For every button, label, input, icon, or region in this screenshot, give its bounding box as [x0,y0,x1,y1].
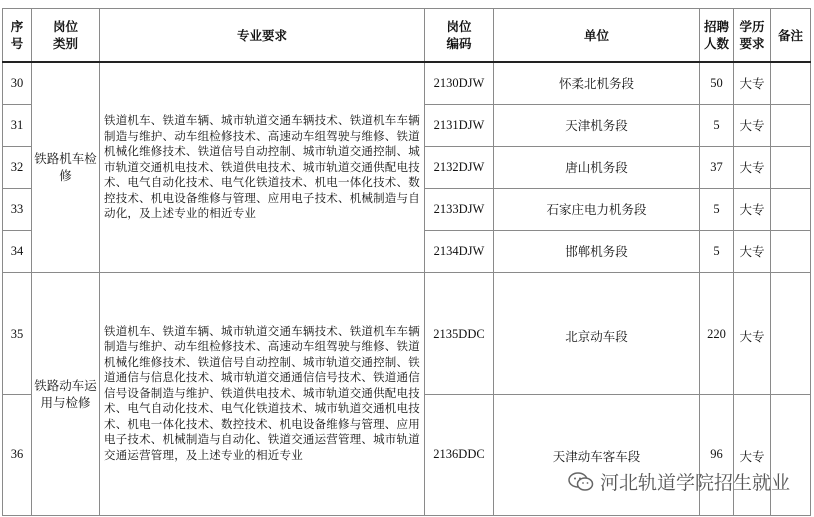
row-unit: 邯郸机务段 [494,230,700,272]
row-education: 大专 [734,230,771,272]
row-category: 铁路动车运用与检修 [32,272,100,515]
row-unit: 天津动车客车段 [494,394,700,515]
row-education: 大专 [734,272,771,394]
row-remark [771,394,811,515]
row-unit: 天津机务段 [494,104,700,146]
header-row [3,9,811,63]
header-category: 岗位 类别 [32,9,100,63]
header-count: 招聘 人数 [700,9,734,63]
header-seq: 序 号 [3,9,32,63]
table-row [3,272,811,394]
row-seq: 32 [3,146,32,188]
row-remark [771,104,811,146]
header-education: 学历 要求 [734,9,771,63]
table-row [3,62,811,104]
row-seq: 36 [3,394,32,515]
row-unit: 石家庄电力机务段 [494,188,700,230]
row-education: 大专 [734,188,771,230]
row-remark [771,62,811,104]
row-remark [771,230,811,272]
row-unit: 唐山机务段 [494,146,700,188]
row-category: 铁路机车检修 [32,62,100,272]
row-code: 2133DJW [425,188,494,230]
wechat-icon [568,472,594,492]
row-code: 2135DDC [425,272,494,394]
row-count: 220 [700,272,734,394]
row-remark [771,188,811,230]
row-education: 大专 [734,146,771,188]
header-code: 岗位 编码 [425,9,494,63]
row-code: 2130DJW [425,62,494,104]
row-count: 96 [700,394,734,515]
row-count: 5 [700,104,734,146]
row-requirements: 铁道机车、铁道车辆、城市轨道交通车辆技术、铁道机车车辆制造与维护、动车组检修技术、高速动车组驾驶与维修、铁道机械化维修技术、铁道信号自动控制、城市轨道交通控制、城市轨道交通机电技术、铁道供电技术、城市轨道交通供配电技术、电气自动化技术、电气化铁道技术、机电一体化技术、数控技术、机电设备维修与管理、应用电子技术、机械制造与自动化，及上述专业的相近专业 [100,62,425,272]
row-seq: 34 [3,230,32,272]
row-count: 5 [700,188,734,230]
row-education: 大专 [734,104,771,146]
row-education: 大专 [734,394,771,515]
row-education: 大专 [734,62,771,104]
row-unit: 怀柔北机务段 [494,62,700,104]
row-requirements: 铁道机车、铁道车辆、城市轨道交通车辆技术、铁道机车车辆制造与维护、动车组检修技术、高速动车组驾驶与维修、铁道机械化维修技术、铁道信号自动控制、城市轨道交通控制、铁道通信与信息化技术、城市轨道交通通信信号技术、铁道通信信号设备制造与维护、铁道供电技术、城市轨道交通供配电技术、电气自动化技术、电气化铁道技术、城市轨道交通机电技术、机电一体化技术、数控技术、机电设备维修与管理、应用电子技术、机械制造与自动化、铁道交通运营管理、城市轨道交通运营管理，及上述专业的相近专业 [100,272,425,515]
row-unit: 北京动车段 [494,272,700,394]
header-requirements: 专业要求 [100,9,425,63]
header-unit: 单位 [494,9,700,63]
row-count: 50 [700,62,734,104]
watermark-text: 河北轨道学院招生就业 [599,472,790,494]
row-code: 2134DJW [425,230,494,272]
row-remark [771,272,811,394]
row-seq: 30 [3,62,32,104]
row-code: 2132DJW [425,146,494,188]
row-code: 2131DJW [425,104,494,146]
row-seq: 31 [3,104,32,146]
row-count: 5 [700,230,734,272]
row-seq: 35 [3,272,32,394]
watermark [568,468,790,495]
header-remark: 备注 [771,9,811,63]
row-count: 37 [700,146,734,188]
row-remark [771,146,811,188]
row-code: 2136DDC [425,394,494,515]
row-seq: 33 [3,188,32,230]
recruitment-table [2,8,811,516]
